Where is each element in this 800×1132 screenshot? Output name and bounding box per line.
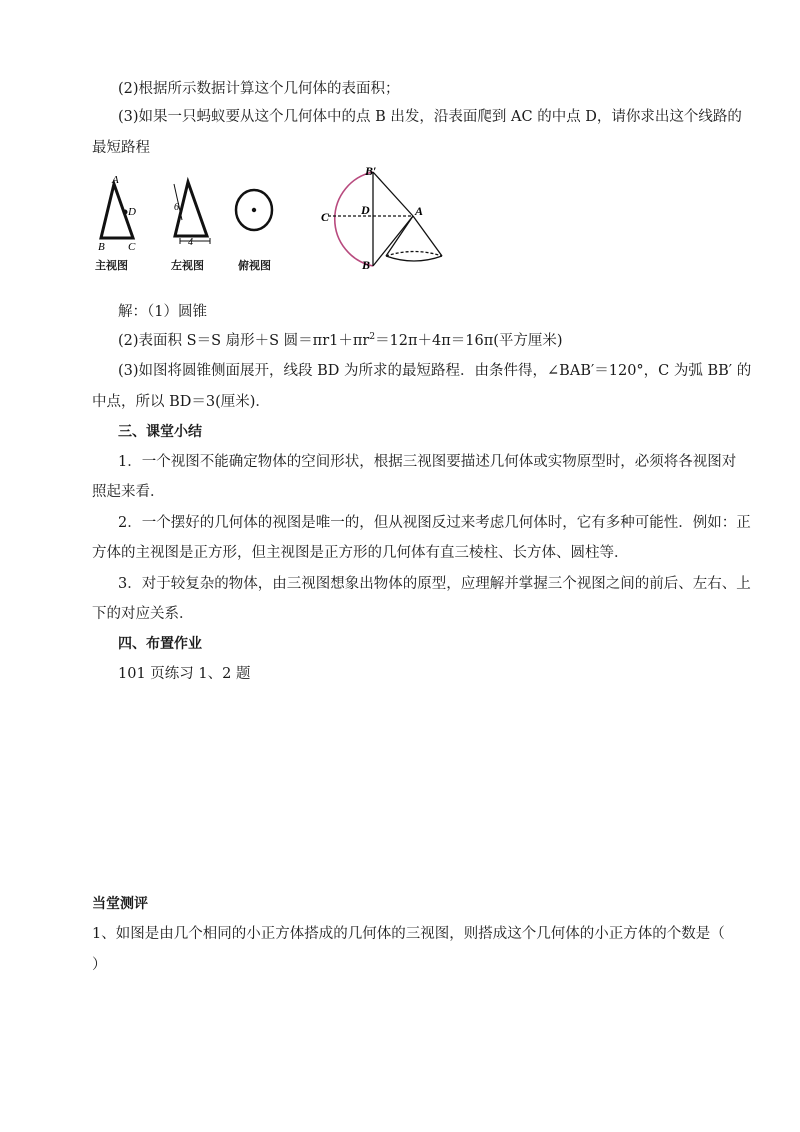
question-2: (2)根据所示数据计算这个几何体的表面积；	[118, 81, 400, 97]
label-a-unfold: A	[415, 204, 424, 218]
caption-top-view: 俯视图	[238, 259, 271, 272]
summary-3-line2: 下的对应关系．	[92, 606, 194, 622]
unfolded-cone-figure	[318, 163, 458, 273]
homework-text: 101 页练习 1、2 题	[118, 666, 251, 682]
summary-1-line2: 照起来看．	[92, 484, 165, 500]
section-heading-summary: 三、课堂小结	[118, 424, 202, 440]
section-heading-homework: 四、布置作业	[118, 636, 202, 652]
caption-front-view: 主视图	[95, 259, 128, 272]
left-view	[174, 182, 210, 244]
test-question-1-line2: ）	[92, 957, 107, 973]
label-b-prime: B′	[365, 164, 377, 178]
label-c-unfold: C	[321, 210, 330, 224]
label-a: A	[112, 174, 119, 186]
label-c: C	[128, 241, 136, 253]
summary-3-line1: 3．对于较复杂的物体，由三视图想象出物体的原型，应理解并掌握三个视图之间的前后、左右、上	[118, 576, 751, 592]
label-b: B	[98, 241, 105, 253]
solution-1: 解：（1）圆锥	[118, 304, 207, 320]
top-view	[236, 190, 272, 230]
question-3-line2: 最短路程	[92, 140, 150, 156]
label-d: D	[128, 206, 136, 218]
solution-2: (2)表面积 S＝S 扇形＋S 圆$=\pi r1+\pi r^2=12\pi+4\pi=16\pi$(平方厘米)	[118, 332, 563, 349]
test-title: 当堂测评	[92, 896, 148, 912]
summary-1-line1: 1．一个视图不能确定物体的空间形状，根据三视图要描述几何体或实物原型时，必须将各视图对	[118, 454, 737, 470]
test-question-1-line1: 1、如图是由几个相同的小正方体搭成的几何体的三视图，则搭成这个几何体的小正方体的个数是（	[92, 926, 725, 942]
question-3-line1: (3)如果一只蚂蚁要从这个几何体中的点 B 出发，沿表面爬到 AC 的中点 D，请你求出这个线路的	[118, 109, 742, 125]
summary-2-line1: 2．一个摆好的几何体的视图是唯一的，但从视图反过来考虑几何体时，它有多种可能性．例如：正	[118, 515, 751, 531]
summary-2-line2: 方体的主视图是正方形，但主视图是正方形的几何体有直三棱柱、长方体、圆柱等．	[92, 545, 629, 561]
caption-left-view: 左视图	[171, 259, 204, 272]
solution-3-line2: 中点，所以 BD＝3(厘米)．	[92, 394, 270, 410]
label-b-unfold: B	[362, 258, 371, 272]
solution-3-line1: (3)如图将圆锥侧面展开，线段 BD 为所求的最短路程．由条件得，∠BAB′＝120°，C 为弧 BB′ 的	[118, 363, 752, 379]
label-d-unfold: D	[361, 203, 370, 217]
left-side-length: 6	[174, 202, 179, 213]
left-base-length: 4	[188, 237, 193, 248]
